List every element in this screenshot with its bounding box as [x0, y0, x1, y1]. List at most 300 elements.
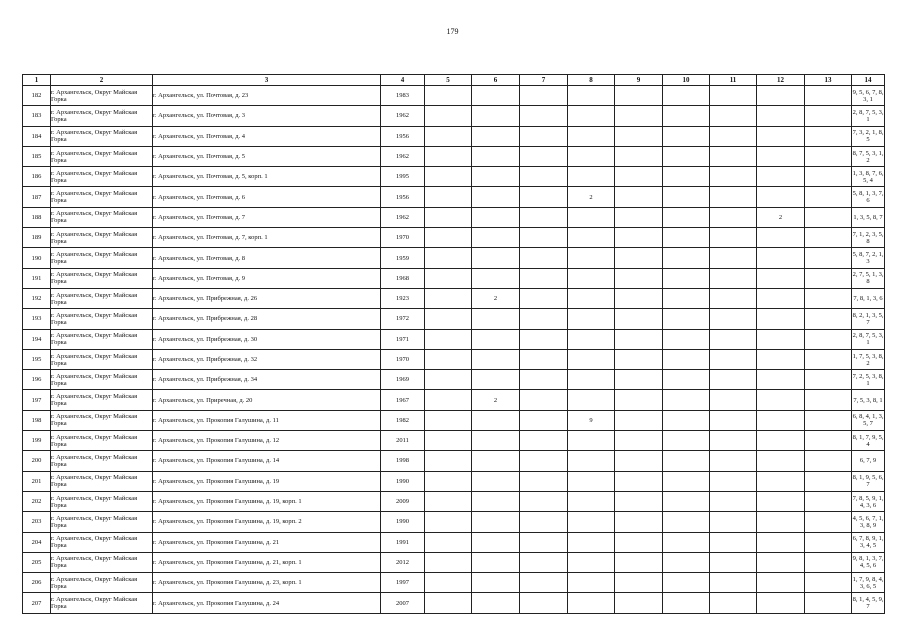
- col9-cell: [615, 390, 663, 410]
- col7-cell: [520, 86, 568, 106]
- col10-cell: [663, 207, 710, 227]
- col11-cell: [710, 410, 757, 430]
- col10-cell: [663, 552, 710, 572]
- col10-cell: [663, 167, 710, 187]
- col8-cell: [568, 512, 615, 532]
- col8-cell: [568, 207, 615, 227]
- column-header: 4: [381, 75, 425, 86]
- row-number: 199: [23, 431, 51, 451]
- col11-cell: [710, 187, 757, 207]
- col5-cell: [425, 309, 472, 329]
- row-number: 190: [23, 248, 51, 268]
- col6-cell: [472, 512, 520, 532]
- year-cell: 1971: [381, 329, 425, 349]
- table-row: [23, 167, 885, 187]
- address-cell: г. Архангельск, ул. Прибрежная, д. 34: [153, 370, 381, 390]
- district-cell: г. Архангельск, Округ Майская Горка: [51, 126, 153, 146]
- col9-cell: [615, 552, 663, 572]
- col7-cell: [520, 329, 568, 349]
- col10-cell: [663, 512, 710, 532]
- col12-cell: [757, 146, 805, 166]
- sequence-cell: 6, 8, 4, 1, 3, 5, 7: [852, 410, 885, 430]
- address-cell: г. Архангельск, ул. Почтовая, д. 5, корп. 1: [153, 167, 381, 187]
- sequence-cell: 2, 8, 7, 5, 3, 1: [852, 106, 885, 126]
- table-row: [23, 228, 885, 248]
- col7-cell: [520, 593, 568, 613]
- district-cell: г. Архангельск, Округ Майская Горка: [51, 431, 153, 451]
- sequence-cell: 7, 8, 5, 9, 1, 4, 3, 6: [852, 491, 885, 511]
- col11-cell: [710, 228, 757, 248]
- sequence-cell: 2, 8, 7, 5, 3, 1: [852, 329, 885, 349]
- sequence-cell: 6, 7, 8, 9, 1, 3, 4, 5: [852, 532, 885, 552]
- col9-cell: [615, 532, 663, 552]
- year-cell: 1995: [381, 167, 425, 187]
- col10-cell: [663, 106, 710, 126]
- col12-cell: [757, 552, 805, 572]
- year-cell: 1962: [381, 106, 425, 126]
- col8-cell: [568, 106, 615, 126]
- col9-cell: [615, 451, 663, 471]
- address-cell: г. Архангельск, ул. Почтовая, д. 7: [153, 207, 381, 227]
- district-cell: г. Архангельск, Округ Майская Горка: [51, 370, 153, 390]
- address-cell: г. Архангельск, ул. Почтовая, д. 8: [153, 248, 381, 268]
- table-row: [23, 349, 885, 369]
- col8-cell: [568, 431, 615, 451]
- year-cell: 1990: [381, 512, 425, 532]
- address-cell: г. Архангельск, ул. Прокопия Галушина, д. 23, корп. 1: [153, 573, 381, 593]
- district-cell: г. Архангельск, Округ Майская Горка: [51, 451, 153, 471]
- col5-cell: [425, 228, 472, 248]
- year-cell: 1983: [381, 86, 425, 106]
- column-header: 3: [153, 75, 381, 86]
- district-cell: г. Архангельск, Округ Майская Горка: [51, 471, 153, 491]
- year-cell: 1991: [381, 532, 425, 552]
- sequence-cell: 7, 2, 5, 3, 8, 1: [852, 370, 885, 390]
- col7-cell: [520, 471, 568, 491]
- row-number: 205: [23, 552, 51, 572]
- col12-cell: 2: [757, 207, 805, 227]
- district-cell: г. Архангельск, Округ Майская Горка: [51, 86, 153, 106]
- row-number: 182: [23, 86, 51, 106]
- col6-cell: [472, 309, 520, 329]
- table-row: [23, 552, 885, 572]
- col13-cell: [805, 228, 852, 248]
- row-number: 191: [23, 268, 51, 288]
- sequence-cell: 8, 2, 1, 3, 5, 7: [852, 309, 885, 329]
- address-cell: г. Архангельск, ул. Приречная, д. 20: [153, 390, 381, 410]
- row-number: 183: [23, 106, 51, 126]
- col12-cell: [757, 228, 805, 248]
- table-row: [23, 268, 885, 288]
- table-row: [23, 106, 885, 126]
- col11-cell: [710, 532, 757, 552]
- row-number: 201: [23, 471, 51, 491]
- district-cell: г. Архангельск, Округ Майская Горка: [51, 187, 153, 207]
- year-cell: 2011: [381, 431, 425, 451]
- col6-cell: [472, 471, 520, 491]
- col10-cell: [663, 146, 710, 166]
- table-row: [23, 187, 885, 207]
- col5-cell: [425, 268, 472, 288]
- sequence-cell: 9, 8, 1, 3, 7, 4, 5, 6: [852, 552, 885, 572]
- col12-cell: [757, 431, 805, 451]
- col9-cell: [615, 126, 663, 146]
- district-cell: г. Архангельск, Округ Майская Горка: [51, 228, 153, 248]
- col12-cell: [757, 512, 805, 532]
- col5-cell: [425, 167, 472, 187]
- column-header: 12: [757, 75, 805, 86]
- year-cell: 1970: [381, 349, 425, 369]
- year-cell: 1967: [381, 390, 425, 410]
- address-cell: г. Архангельск, ул. Почтовая, д. 6: [153, 187, 381, 207]
- year-cell: 1972: [381, 309, 425, 329]
- sequence-cell: 4, 5, 6, 7, 1, 3, 8, 9: [852, 512, 885, 532]
- row-number: 198: [23, 410, 51, 430]
- col10-cell: [663, 288, 710, 308]
- col7-cell: [520, 167, 568, 187]
- year-cell: 1968: [381, 268, 425, 288]
- col10-cell: [663, 126, 710, 146]
- col6-cell: [472, 268, 520, 288]
- col9-cell: [615, 329, 663, 349]
- table-row: [23, 207, 885, 227]
- col12-cell: [757, 248, 805, 268]
- col9-cell: [615, 106, 663, 126]
- row-number: 184: [23, 126, 51, 146]
- col11-cell: [710, 573, 757, 593]
- col11-cell: [710, 349, 757, 369]
- district-cell: г. Архангельск, Округ Майская Горка: [51, 167, 153, 187]
- col7-cell: [520, 106, 568, 126]
- table-row: [23, 431, 885, 451]
- year-cell: 1969: [381, 370, 425, 390]
- col5-cell: [425, 370, 472, 390]
- address-cell: г. Архангельск, ул. Почтовая, д. 5: [153, 146, 381, 166]
- col6-cell: [472, 451, 520, 471]
- col10-cell: [663, 370, 710, 390]
- col6-cell: [472, 573, 520, 593]
- col6-cell: [472, 86, 520, 106]
- col5-cell: [425, 187, 472, 207]
- col13-cell: [805, 349, 852, 369]
- col12-cell: [757, 370, 805, 390]
- col6-cell: [472, 491, 520, 511]
- year-cell: 2012: [381, 552, 425, 572]
- table-row: [23, 410, 885, 430]
- col13-cell: [805, 288, 852, 308]
- col5-cell: [425, 126, 472, 146]
- col13-cell: [805, 187, 852, 207]
- col9-cell: [615, 187, 663, 207]
- col9-cell: [615, 309, 663, 329]
- address-cell: г. Архангельск, ул. Почтовая, д. 7, корп. 1: [153, 228, 381, 248]
- col6-cell: [472, 207, 520, 227]
- col11-cell: [710, 268, 757, 288]
- district-cell: г. Архангельск, Округ Майская Горка: [51, 288, 153, 308]
- district-cell: г. Архангельск, Округ Майская Горка: [51, 410, 153, 430]
- col11-cell: [710, 248, 757, 268]
- col6-cell: [472, 349, 520, 369]
- column-header: 7: [520, 75, 568, 86]
- table-row: [23, 288, 885, 308]
- table-row: [23, 86, 885, 106]
- col9-cell: [615, 228, 663, 248]
- col7-cell: [520, 268, 568, 288]
- column-header: 13: [805, 75, 852, 86]
- sequence-cell: 1, 7, 9, 8, 4, 3, 6, 5: [852, 573, 885, 593]
- col12-cell: [757, 167, 805, 187]
- col7-cell: [520, 309, 568, 329]
- col13-cell: [805, 126, 852, 146]
- col11-cell: [710, 451, 757, 471]
- address-cell: г. Архангельск, ул. Почтовая, д. 23: [153, 86, 381, 106]
- col13-cell: [805, 268, 852, 288]
- row-number: 206: [23, 573, 51, 593]
- col11-cell: [710, 288, 757, 308]
- col5-cell: [425, 207, 472, 227]
- col8-cell: [568, 167, 615, 187]
- col7-cell: [520, 410, 568, 430]
- col12-cell: [757, 410, 805, 430]
- col5-cell: [425, 390, 472, 410]
- sequence-cell: 8, 1, 9, 5, 6, 7: [852, 471, 885, 491]
- col10-cell: [663, 471, 710, 491]
- row-number: 194: [23, 329, 51, 349]
- col9-cell: [615, 349, 663, 369]
- col10-cell: [663, 593, 710, 613]
- col9-cell: [615, 146, 663, 166]
- col11-cell: [710, 491, 757, 511]
- col11-cell: [710, 207, 757, 227]
- col8-cell: [568, 309, 615, 329]
- address-cell: г. Архангельск, ул. Прокопия Галушина, д. 12: [153, 431, 381, 451]
- row-number: 187: [23, 187, 51, 207]
- col6-cell: [472, 106, 520, 126]
- col7-cell: [520, 248, 568, 268]
- sequence-cell: 1, 7, 5, 3, 8, 2: [852, 349, 885, 369]
- district-cell: г. Архангельск, Округ Майская Горка: [51, 146, 153, 166]
- col5-cell: [425, 552, 472, 572]
- col11-cell: [710, 593, 757, 613]
- col13-cell: [805, 167, 852, 187]
- col11-cell: [710, 431, 757, 451]
- address-cell: г. Архангельск, ул. Прокопия Галушина, д. 19, корп. 2: [153, 512, 381, 532]
- col7-cell: [520, 573, 568, 593]
- col6-cell: [472, 552, 520, 572]
- col12-cell: [757, 126, 805, 146]
- col10-cell: [663, 532, 710, 552]
- year-cell: 1998: [381, 451, 425, 471]
- col13-cell: [805, 410, 852, 430]
- col9-cell: [615, 491, 663, 511]
- col10-cell: [663, 451, 710, 471]
- row-number: 186: [23, 167, 51, 187]
- col11-cell: [710, 552, 757, 572]
- column-header: 9: [615, 75, 663, 86]
- address-cell: г. Архангельск, ул. Прибрежная, д. 30: [153, 329, 381, 349]
- col9-cell: [615, 268, 663, 288]
- col6-cell: [472, 167, 520, 187]
- col8-cell: [568, 268, 615, 288]
- district-cell: г. Архангельск, Округ Майская Горка: [51, 593, 153, 613]
- sequence-cell: 6, 7, 9: [852, 451, 885, 471]
- column-header: 1: [23, 75, 51, 86]
- col6-cell: [472, 370, 520, 390]
- col12-cell: [757, 451, 805, 471]
- col11-cell: [710, 86, 757, 106]
- col8-cell: 9: [568, 410, 615, 430]
- col9-cell: [615, 248, 663, 268]
- column-header: 11: [710, 75, 757, 86]
- year-cell: 1962: [381, 146, 425, 166]
- sequence-cell: 8, 1, 4, 5, 9, 7: [852, 593, 885, 613]
- table-row: [23, 126, 885, 146]
- col8-cell: [568, 471, 615, 491]
- sequence-cell: 7, 3, 2, 1, 8, 5: [852, 126, 885, 146]
- col7-cell: [520, 390, 568, 410]
- year-cell: 2007: [381, 593, 425, 613]
- col5-cell: [425, 329, 472, 349]
- sequence-cell: 8, 7, 5, 3, 1, 2: [852, 146, 885, 166]
- col5-cell: [425, 86, 472, 106]
- col13-cell: [805, 552, 852, 572]
- col5-cell: [425, 573, 472, 593]
- col13-cell: [805, 431, 852, 451]
- district-cell: г. Архангельск, Округ Майская Горка: [51, 491, 153, 511]
- col5-cell: [425, 593, 472, 613]
- col5-cell: [425, 471, 472, 491]
- col10-cell: [663, 410, 710, 430]
- table-row: [23, 390, 885, 410]
- col7-cell: [520, 451, 568, 471]
- col6-cell: [472, 593, 520, 613]
- address-cell: г. Архангельск, ул. Прибрежная, д. 26: [153, 288, 381, 308]
- column-header: 14: [852, 75, 885, 86]
- row-number: 207: [23, 593, 51, 613]
- col12-cell: [757, 309, 805, 329]
- table-row: [23, 329, 885, 349]
- col12-cell: [757, 349, 805, 369]
- col10-cell: [663, 431, 710, 451]
- district-cell: г. Архангельск, Округ Майская Горка: [51, 248, 153, 268]
- col9-cell: [615, 512, 663, 532]
- table-row: [23, 471, 885, 491]
- col10-cell: [663, 349, 710, 369]
- col7-cell: [520, 187, 568, 207]
- sequence-cell: 7, 1, 2, 3, 5, 8: [852, 228, 885, 248]
- col10-cell: [663, 573, 710, 593]
- address-cell: г. Архангельск, ул. Почтовая, д. 4: [153, 126, 381, 146]
- col7-cell: [520, 512, 568, 532]
- col13-cell: [805, 106, 852, 126]
- col11-cell: [710, 167, 757, 187]
- table-row: [23, 573, 885, 593]
- col8-cell: [568, 86, 615, 106]
- column-header: 10: [663, 75, 710, 86]
- col8-cell: [568, 491, 615, 511]
- col10-cell: [663, 329, 710, 349]
- col12-cell: [757, 329, 805, 349]
- page-number: 179: [446, 27, 459, 36]
- col7-cell: [520, 431, 568, 451]
- table-row: [23, 593, 885, 613]
- address-cell: г. Архангельск, ул. Прокопия Галушина, д. 14: [153, 451, 381, 471]
- row-number: 197: [23, 390, 51, 410]
- col11-cell: [710, 370, 757, 390]
- district-cell: г. Архангельск, Округ Майская Горка: [51, 349, 153, 369]
- address-cell: г. Архангельск, ул. Прокопия Галушина, д. 24: [153, 593, 381, 613]
- year-cell: 1959: [381, 248, 425, 268]
- col11-cell: [710, 329, 757, 349]
- col13-cell: [805, 491, 852, 511]
- col10-cell: [663, 309, 710, 329]
- col11-cell: [710, 471, 757, 491]
- district-cell: г. Архангельск, Округ Майская Горка: [51, 268, 153, 288]
- col13-cell: [805, 451, 852, 471]
- col13-cell: [805, 593, 852, 613]
- column-header: 2: [51, 75, 153, 86]
- col7-cell: [520, 228, 568, 248]
- sequence-cell: 2, 7, 5, 1, 3, 8: [852, 268, 885, 288]
- col9-cell: [615, 207, 663, 227]
- row-number: 192: [23, 288, 51, 308]
- year-cell: 1982: [381, 410, 425, 430]
- col5-cell: [425, 349, 472, 369]
- row-number: 196: [23, 370, 51, 390]
- col8-cell: [568, 288, 615, 308]
- col6-cell: [472, 187, 520, 207]
- col6-cell: [472, 410, 520, 430]
- sequence-cell: 5, 8, 1, 3, 7, 6: [852, 187, 885, 207]
- col11-cell: [710, 309, 757, 329]
- col10-cell: [663, 390, 710, 410]
- col9-cell: [615, 573, 663, 593]
- col9-cell: [615, 593, 663, 613]
- sequence-cell: 1, 3, 5, 8, 7: [852, 207, 885, 227]
- table-row: [23, 491, 885, 511]
- table-row: [23, 451, 885, 471]
- column-header: 8: [568, 75, 615, 86]
- col8-cell: [568, 390, 615, 410]
- sequence-cell: 7, 8, 1, 3, 6: [852, 288, 885, 308]
- district-cell: г. Архангельск, Округ Майская Горка: [51, 390, 153, 410]
- col7-cell: [520, 532, 568, 552]
- address-cell: г. Архангельск, ул. Прибрежная, д. 28: [153, 309, 381, 329]
- col6-cell: [472, 126, 520, 146]
- col7-cell: [520, 349, 568, 369]
- address-cell: г. Архангельск, ул. Прибрежная, д. 32: [153, 349, 381, 369]
- col7-cell: [520, 126, 568, 146]
- header-row: [23, 75, 885, 86]
- col11-cell: [710, 390, 757, 410]
- col13-cell: [805, 329, 852, 349]
- year-cell: 1970: [381, 228, 425, 248]
- col11-cell: [710, 146, 757, 166]
- year-cell: 1956: [381, 126, 425, 146]
- district-cell: г. Архангельск, Округ Майская Горка: [51, 309, 153, 329]
- table-row: [23, 248, 885, 268]
- col5-cell: [425, 491, 472, 511]
- row-number: 202: [23, 491, 51, 511]
- row-number: 204: [23, 532, 51, 552]
- col8-cell: [568, 573, 615, 593]
- row-number: 195: [23, 349, 51, 369]
- year-cell: 1990: [381, 471, 425, 491]
- col9-cell: [615, 288, 663, 308]
- col11-cell: [710, 106, 757, 126]
- col10-cell: [663, 86, 710, 106]
- col8-cell: [568, 370, 615, 390]
